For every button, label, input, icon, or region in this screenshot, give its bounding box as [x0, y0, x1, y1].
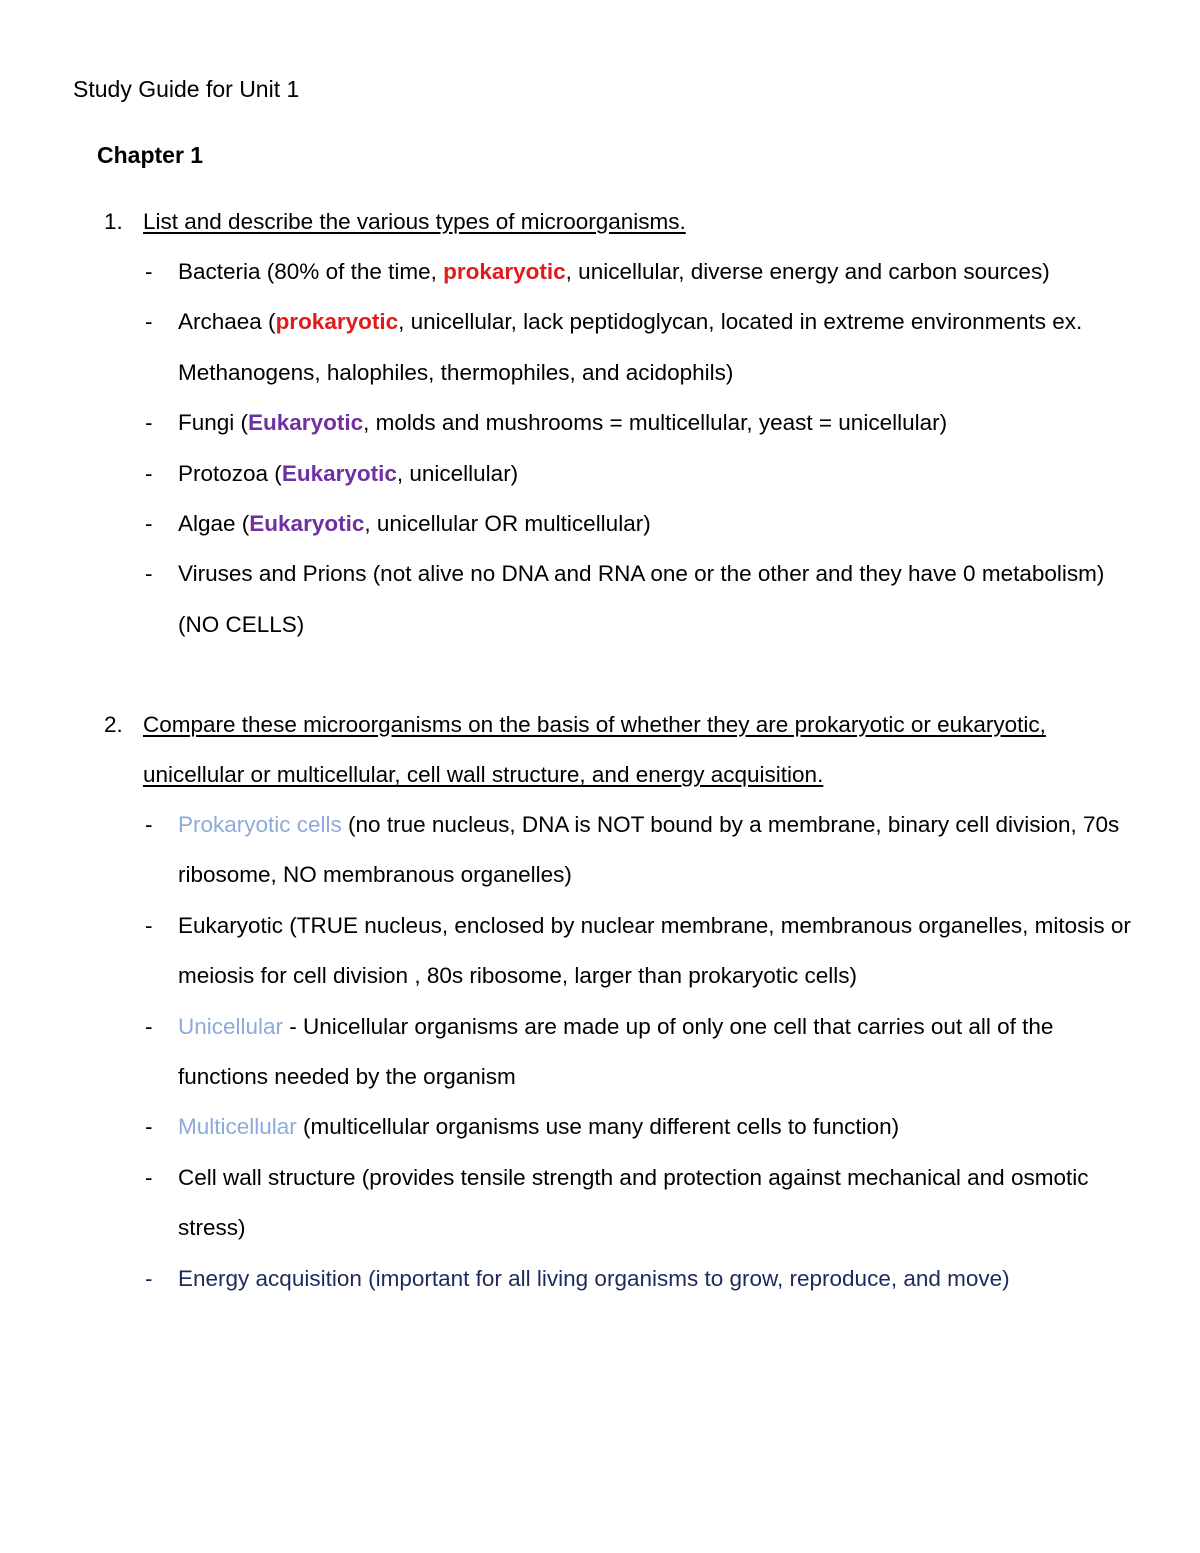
item-text: , unicellular, diverse energy and carbon sources)	[565, 259, 1050, 284]
list-item-protozoa	[145, 449, 1145, 499]
item-text: , unicellular)	[396, 460, 519, 486]
list-item-cell-wall-structure	[145, 1153, 1145, 1254]
list-item-unicellular	[145, 1002, 1145, 1103]
question-2	[104, 700, 1104, 801]
question-2-answer-list	[145, 800, 1145, 1304]
list-item-bacteria	[145, 247, 1145, 297]
question-1-answer-list	[145, 247, 1145, 650]
item-text: - Unicellular organisms are made up of only one cell that carries out all of the functions needed by the organism	[178, 1013, 1054, 1090]
dash-bullet: -	[145, 812, 153, 837]
highlight-term: Multicellular	[178, 1114, 297, 1140]
dash-bullet: -	[145, 561, 153, 587]
chapter-heading: Chapter 1	[97, 142, 204, 168]
item-text: Protozoa (	[178, 460, 282, 486]
question-number: 2.	[104, 712, 123, 737]
list-item-eukaryotic	[145, 901, 1145, 1002]
dash-bullet: -	[145, 1265, 153, 1291]
item-text: (no true nucleus, DNA is NOT bound by a membrane, binary cell division, 70s ribosome, NO membranous organelles)	[178, 812, 1120, 888]
dash-bullet: -	[145, 410, 153, 436]
list-item-multicellular	[145, 1102, 1145, 1152]
question-1	[104, 197, 1104, 247]
question-text: List and describe the various types of microorganisms.	[143, 209, 686, 234]
dash-bullet: -	[145, 912, 153, 938]
highlight-term: Unicellular	[178, 1013, 284, 1039]
item-text: Algae (	[178, 511, 250, 537]
highlight-eukaryotic: Eukaryotic	[249, 511, 365, 537]
dash-bullet: -	[145, 1013, 153, 1039]
dash-bullet: -	[145, 511, 153, 537]
item-text: , unicellular OR multicellular)	[364, 511, 651, 537]
item-text: Bacteria (80% of the time,	[178, 259, 444, 284]
list-item-prokaryotic-cells	[145, 800, 1145, 901]
list-item-viruses-prions	[145, 549, 1145, 650]
dash-bullet: -	[145, 1114, 153, 1140]
item-text: Eukaryotic (TRUE nucleus, enclosed by nuclear membrane, membranous organelles, mitosis or meiosis for cell division , 80s ribosome, larger than prokaryotic cells)	[178, 912, 1131, 989]
document-title: Study Guide for Unit 1	[73, 76, 300, 102]
list-item-archaea	[145, 297, 1145, 398]
dash-bullet: -	[145, 460, 153, 486]
list-item-algae	[145, 499, 1145, 549]
item-text: Energy acquisition (important for all living organisms to grow, reproduce, and move)	[178, 1265, 1010, 1291]
highlight-prokaryotic: prokaryotic	[443, 259, 566, 284]
question-text: Compare these microorganisms on the basis of whether they are prokaryotic or eukaryotic, unicellular or multicellular, cell wall structure, and energy acquisition.	[143, 712, 1046, 788]
highlight-term: Prokaryotic cells	[178, 812, 342, 837]
dash-bullet: -	[145, 309, 153, 335]
item-text: Viruses and Prions (not alive no DNA and RNA one or the other and they have 0 metabolism) (NO CELLS)	[178, 561, 1105, 637]
highlight-eukaryotic: Eukaryotic	[248, 410, 364, 436]
dash-bullet: -	[145, 1164, 153, 1190]
list-item-fungi	[145, 398, 1145, 448]
item-text: Cell wall structure (provides tensile strength and protection against mechanical and osmotic stress)	[178, 1164, 1089, 1241]
item-text: , unicellular, lack peptidoglycan, located in extreme environments ex. Methanogens, halophiles, thermophiles, and acidophils)	[178, 309, 1083, 385]
item-text: (multicellular organisms use many different cells to function)	[296, 1114, 900, 1140]
item-text: Fungi (	[178, 410, 249, 436]
highlight-eukaryotic: Eukaryotic	[281, 460, 397, 486]
dash-bullet: -	[145, 259, 153, 284]
item-text: , molds and mushrooms = multicellular, yeast = unicellular)	[363, 410, 948, 436]
highlight-prokaryotic: prokaryotic	[275, 309, 399, 335]
item-text: Archaea (	[178, 309, 276, 335]
list-item-energy-acquisition	[145, 1254, 1145, 1304]
question-number: 1.	[104, 209, 123, 234]
